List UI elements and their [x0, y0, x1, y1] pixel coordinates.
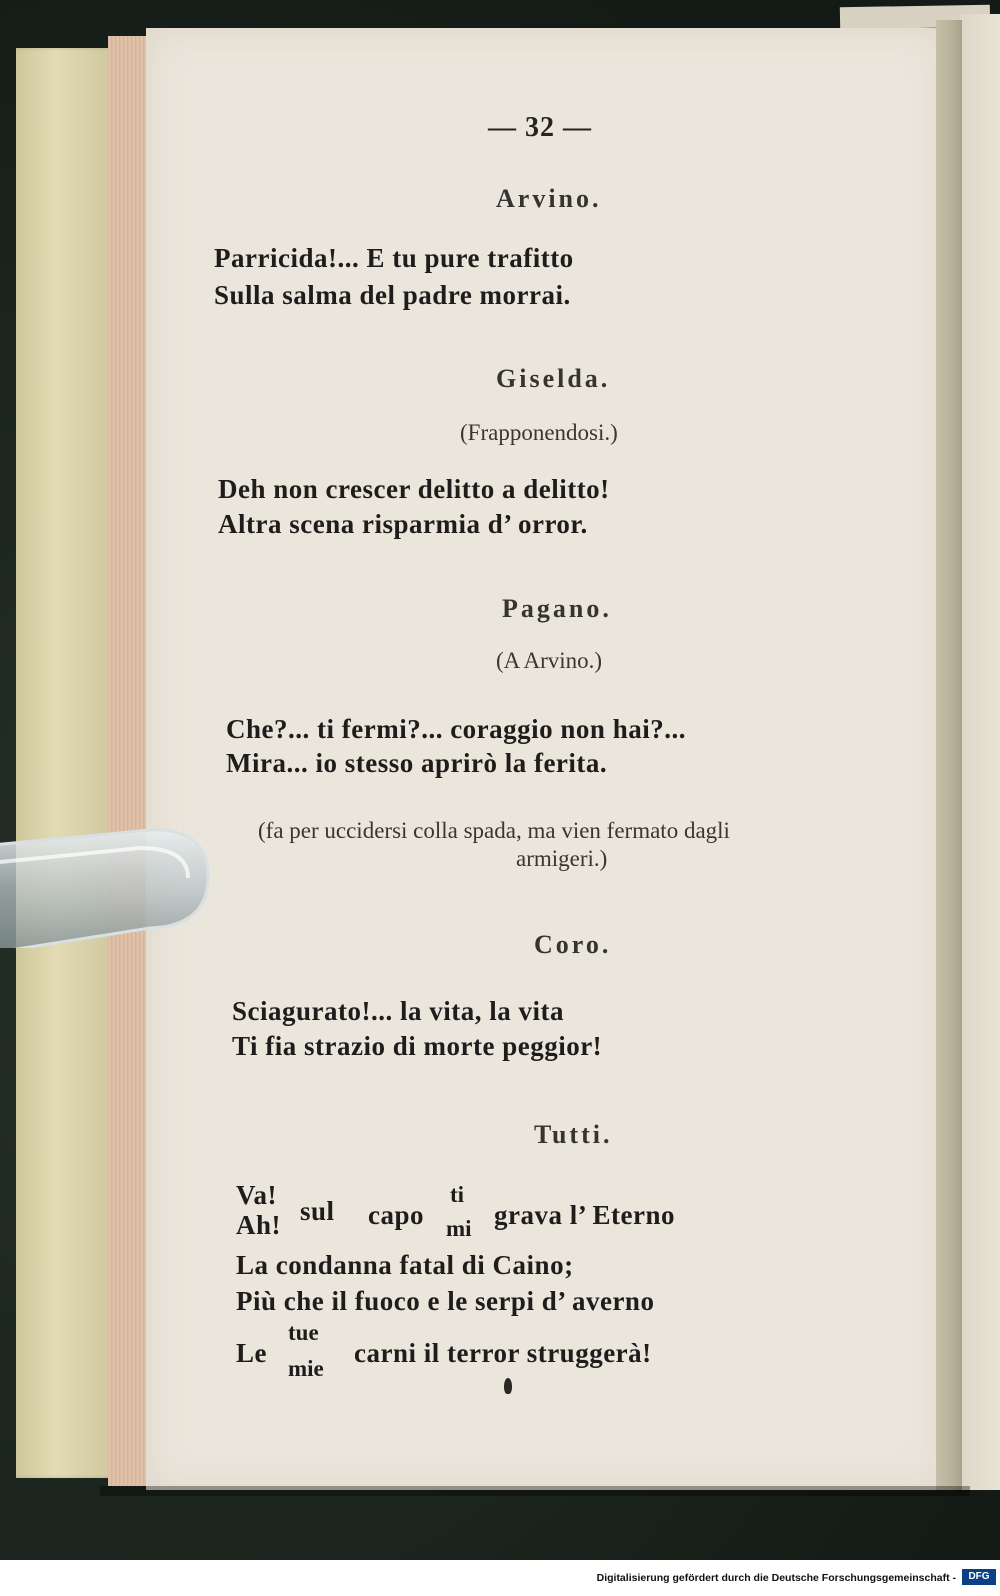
speaker-pagano: Pagano. [502, 594, 612, 623]
verse-line: Che?... ti fermi?... coraggio non hai?... [226, 714, 686, 744]
stage-direction: armigeri.) [516, 846, 608, 871]
page-shadow [100, 1486, 970, 1496]
verse-line: Sulla salma del padre morrai. [214, 280, 571, 310]
speaker-tutti: Tutti. [534, 1120, 613, 1149]
verse-line: La condanna fatal di Caino; [236, 1250, 574, 1280]
ornament-mark [504, 1378, 512, 1394]
verse-variant: mi [446, 1216, 472, 1241]
speaker-arvino: Arvino. [496, 184, 602, 213]
verse-word: Le [236, 1338, 267, 1368]
verse-variant: mie [288, 1356, 324, 1381]
verse-line: Sciagurato!... la vita, la vita [232, 996, 564, 1026]
next-page-edge [960, 14, 1000, 1490]
stage-direction: (fa per uccidersi colla spada, ma vien fermato dagli [258, 818, 730, 843]
verse-word: sul [300, 1196, 335, 1226]
verse-line: Mira... io stesso aprirò la ferita. [226, 748, 608, 778]
footer-bar [0, 1560, 1000, 1596]
verse-word: grava l’ Eterno [494, 1200, 675, 1230]
speaker-giselda: Giselda. [496, 364, 611, 393]
verse-line: Più che il fuoco e le serpi d’ averno [236, 1286, 655, 1316]
glass-weight [0, 808, 210, 948]
verse-word: capo [368, 1200, 424, 1230]
verse-variant: tue [288, 1320, 319, 1345]
verse-line: Deh non crescer delitto a delitto! [218, 474, 610, 504]
dfg-logo: DFG [962, 1569, 996, 1585]
stage-direction: (Frapponendosi.) [460, 420, 618, 445]
verse-line: Parricida!... E tu pure trafitto [214, 243, 574, 273]
gutter-shadow [936, 20, 962, 1490]
footer-credit: Digitalisierung gefördert durch die Deutsche Forschungsgemeinschaft - [596, 1572, 956, 1584]
page-number: — 32 — [488, 112, 592, 143]
verse-variant: Va! [236, 1180, 278, 1210]
page-edges [108, 36, 150, 1486]
stage-direction: (A Arvino.) [496, 648, 603, 673]
verse-word: carni il terror struggerà! [354, 1338, 652, 1368]
verse-line: Altra scena risparmia d’ orror. [218, 509, 588, 539]
verse-line: Ti fia strazio di morte peggior! [232, 1031, 603, 1061]
verse-variant: ti [450, 1182, 465, 1207]
book-cover [16, 48, 114, 1478]
verse-variant: Ah! [236, 1210, 282, 1240]
speaker-coro: Coro. [534, 930, 612, 959]
